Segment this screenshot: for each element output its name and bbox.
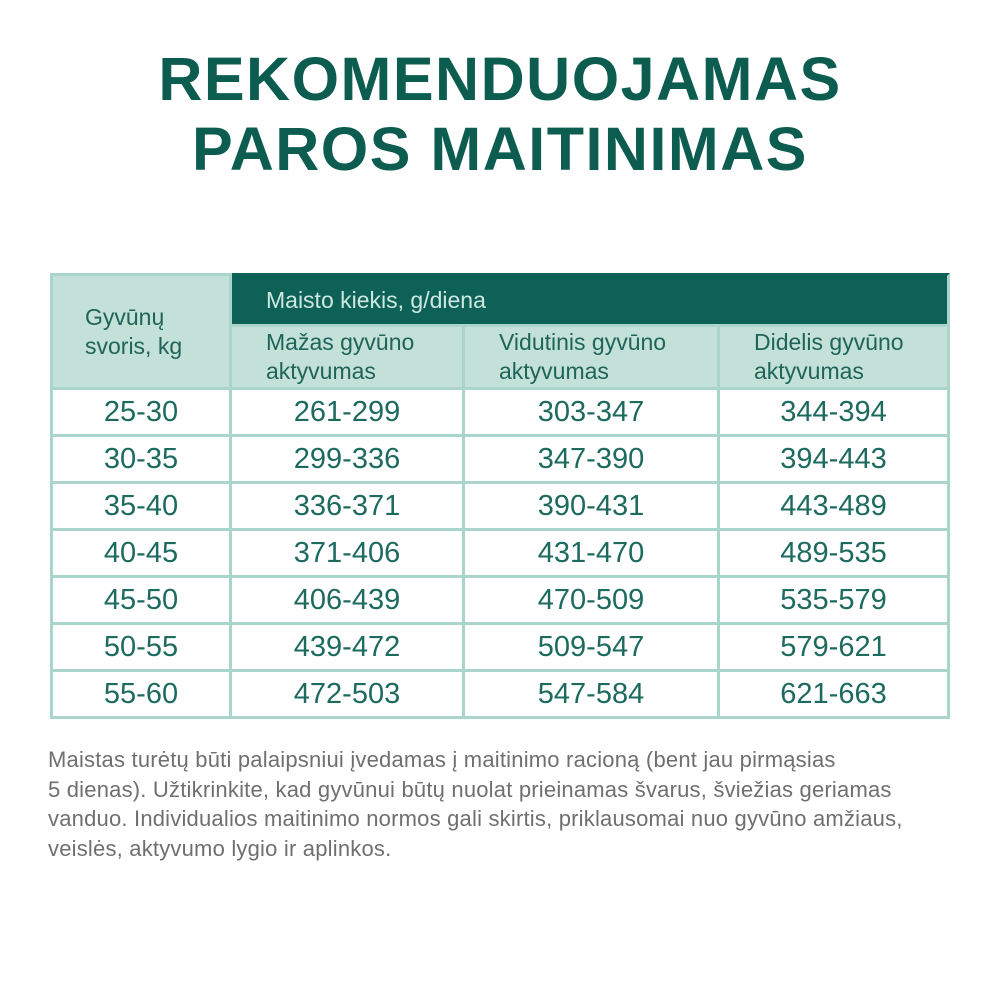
- weight-cell: 55-60: [50, 672, 232, 719]
- page-title: [0, 0, 1000, 184]
- col-header-high-activity: Didelis gyvūno aktyvumas: [720, 327, 950, 390]
- footer-note: [48, 745, 1000, 863]
- value-cell-low: 299-336: [232, 437, 465, 484]
- value-cell-low: 406-439: [232, 578, 465, 625]
- table-row: [50, 578, 950, 625]
- value-cell-medium: 347-390: [465, 437, 720, 484]
- footer-line-3: vanduo. Individualios maitinimo normos gali skirtis, priklausomai nuo gyvūno amžiaus,: [48, 806, 903, 831]
- food-amount-group-header: Maisto kiekis, g/diena: [232, 273, 950, 327]
- value-cell-low: 261-299: [232, 390, 465, 437]
- value-cell-low: 472-503: [232, 672, 465, 719]
- weight-cell: 25-30: [50, 390, 232, 437]
- value-cell-low: 371-406: [232, 531, 465, 578]
- footer-line-4: veislės, aktyvumo lygio ir aplinkos.: [48, 835, 392, 861]
- value-cell-low: 439-472: [232, 625, 465, 672]
- weight-cell: 40-45: [50, 531, 232, 578]
- page-title-line-1: REKOMENDUOJAMAS: [158, 45, 842, 113]
- page-title-line-2: PAROS MAITINIMAS: [192, 115, 808, 183]
- weight-column-header: Gyvūnų svoris, kg: [50, 273, 232, 390]
- value-cell-high: 535-579: [720, 578, 950, 625]
- value-cell-medium: 470-509: [465, 578, 720, 625]
- value-cell-medium: 390-431: [465, 484, 720, 531]
- value-cell-high: 443-489: [720, 484, 950, 531]
- col-header-low-activity: Mažas gyvūno aktyvumas: [232, 327, 465, 390]
- weight-cell: 35-40: [50, 484, 232, 531]
- value-cell-medium: 509-547: [465, 625, 720, 672]
- value-cell-high: 579-621: [720, 625, 950, 672]
- table-row: [50, 390, 950, 437]
- value-cell-high: 489-535: [720, 531, 950, 578]
- value-cell-medium: 431-470: [465, 531, 720, 578]
- table-row: [50, 484, 950, 531]
- table-header-row-1: [50, 273, 950, 327]
- feeding-table: [50, 273, 950, 719]
- weight-cell: 50-55: [50, 625, 232, 672]
- col-header-medium-activity: Vidutinis gyvūno aktyvumas: [465, 327, 720, 390]
- table-row: [50, 531, 950, 578]
- weight-cell: 30-35: [50, 437, 232, 484]
- value-cell-high: 621-663: [720, 672, 950, 719]
- footer-line-2: 5 dienas). Užtikrinkite, kad gyvūnui būtų nuolat prieinamas švarus, šviežias geriamas: [48, 776, 892, 802]
- weight-cell: 45-50: [50, 578, 232, 625]
- value-cell-high: 394-443: [720, 437, 950, 484]
- table-row: [50, 625, 950, 672]
- table-row: [50, 672, 950, 719]
- table-row: [50, 437, 950, 484]
- footer-line-1: Maistas turėtų būti palaipsniui įvedamas į maitinimo racioną (bent jau pirmąsias: [48, 747, 836, 772]
- value-cell-medium: 303-347: [465, 390, 720, 437]
- value-cell-high: 344-394: [720, 390, 950, 437]
- value-cell-low: 336-371: [232, 484, 465, 531]
- value-cell-medium: 547-584: [465, 672, 720, 719]
